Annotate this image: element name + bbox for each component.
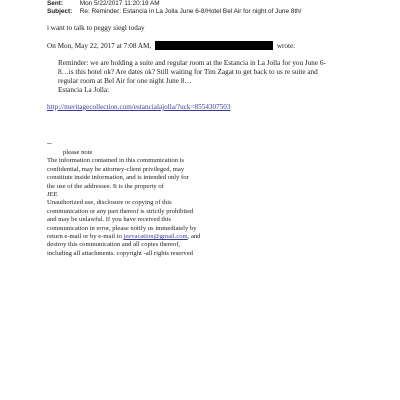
sent-row — [47, 0, 160, 8]
quote-line: regular room at Bel Air for one night June 8… — [58, 77, 192, 85]
disclaimer-line: The information contained in this communication is — [47, 157, 184, 165]
redaction-block — [155, 41, 273, 50]
signature-dashes: -- — [47, 139, 52, 147]
disclaimer-line: and may be unlawful. If you have received this — [47, 216, 171, 224]
quote-line: Estancia La Jolla: — [58, 86, 110, 94]
quote-line: Reminder: we are holding a suite and regular room at the Estancia in La Jolla for you June 6- — [58, 59, 326, 67]
email-prefix: return e-mail or by e-mail to — [47, 233, 124, 241]
message-text: i want to talk to peggy siegl today — [47, 24, 145, 32]
hotel-link[interactable]: http://meritagecollection.com/estancialajolla/?uck=8554307503 — [47, 103, 231, 111]
disclaimer-line: destroy this communication and all copies thereof, — [47, 241, 181, 249]
disclaimer-line: confidential, may be attorney-client privileged, may — [47, 165, 185, 173]
disclaimer-line: communication in error, please notify us immediately by — [47, 224, 197, 232]
email-suffix: , and — [187, 233, 201, 241]
disclaimer-line: JEE — [47, 191, 58, 199]
disclaimer-line: communication or any part thereof is strictly prohibited — [47, 207, 194, 215]
quoted-message — [58, 59, 358, 95]
subject-row — [47, 8, 301, 16]
disclaimer-line: the use of the addressee. It is the property of — [47, 182, 164, 190]
reply-intro — [47, 41, 295, 51]
disclaimer-line: including all attachments. copyright -all rights reserved — [47, 249, 193, 257]
email-link[interactable]: jeevacation@gmail.com — [123, 233, 188, 241]
sent-value: Mon 5/22/2017 11:20:19 AM — [79, 0, 160, 7]
please-note: please note — [63, 149, 93, 156]
sent-label: Sent: — [47, 0, 63, 7]
subject-value: Re: Reminder: Estancia in La Jolla June 6-8/Hotel Bel Air for night of June 8th/ — [79, 8, 302, 15]
reply-intro-wrote: wrote: — [276, 42, 296, 50]
subject-label: Subject: — [47, 8, 73, 15]
disclaimer — [47, 149, 277, 258]
disclaimer-line: constitute inside information, and is intended only for — [47, 174, 189, 182]
disclaimer-email-line — [47, 233, 277, 241]
quote-line: 8…is this hotel ok? Are dates ok? Still waiting for Tim Zagat to get back to us re suite and — [58, 68, 318, 76]
disclaimer-line: Unauthorized use, disclosure or copying of this — [47, 199, 172, 207]
reply-intro-date: On Mon, May 22, 2017 at 7:08 AM, — [47, 42, 152, 50]
